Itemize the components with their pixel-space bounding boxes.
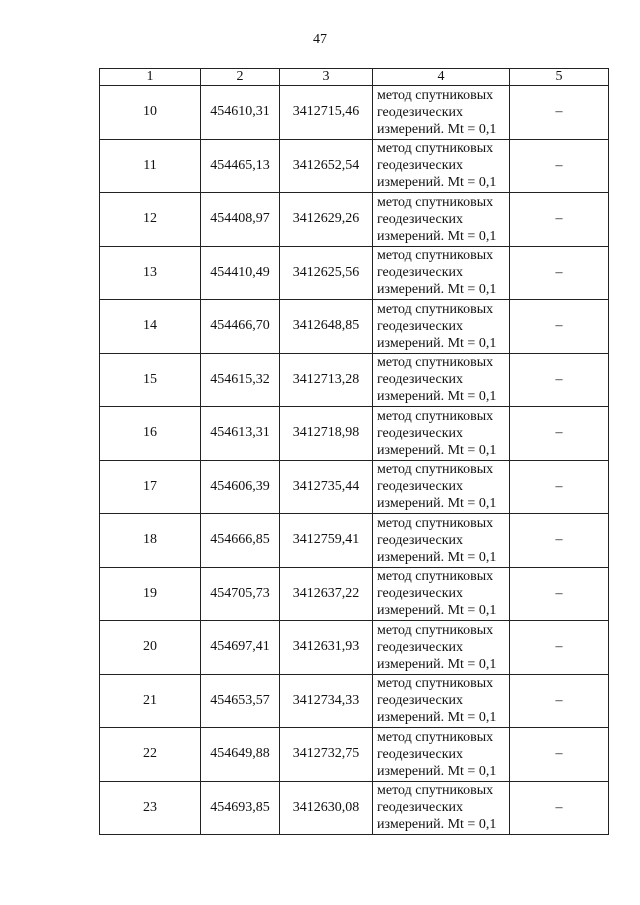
x-coordinate-cell: 454653,57 <box>201 674 280 728</box>
y-coordinate-cell: 3412715,46 <box>280 86 373 140</box>
x-coordinate-cell: 454606,39 <box>201 460 280 514</box>
point-number-cell: 18 <box>100 514 201 568</box>
y-coordinate-cell: 3412732,75 <box>280 728 373 782</box>
method-cell: метод спутниковых геодезических измерений. Mt = 0,1 <box>373 86 510 140</box>
table-row <box>100 674 609 728</box>
method-cell: метод спутниковых геодезических измерений. Mt = 0,1 <box>373 567 510 621</box>
method-cell: метод спутниковых геодезических измерений. Mt = 0,1 <box>373 514 510 568</box>
column-header: 2 <box>201 69 280 86</box>
table-row <box>100 567 609 621</box>
note-cell: – <box>510 460 609 514</box>
y-coordinate-cell: 3412735,44 <box>280 460 373 514</box>
column-header: 4 <box>373 69 510 86</box>
note-cell: – <box>510 781 609 835</box>
y-coordinate-cell: 3412713,28 <box>280 353 373 407</box>
point-number-cell: 11 <box>100 139 201 193</box>
method-cell: метод спутниковых геодезических измерений. Mt = 0,1 <box>373 353 510 407</box>
table-row <box>100 460 609 514</box>
y-coordinate-cell: 3412648,85 <box>280 300 373 354</box>
note-cell: – <box>510 567 609 621</box>
table-row <box>100 621 609 675</box>
table-header-row <box>100 69 609 86</box>
x-coordinate-cell: 454615,32 <box>201 353 280 407</box>
y-coordinate-cell: 3412630,08 <box>280 781 373 835</box>
y-coordinate-cell: 3412631,93 <box>280 621 373 675</box>
point-number-cell: 19 <box>100 567 201 621</box>
x-coordinate-cell: 454610,31 <box>201 86 280 140</box>
x-coordinate-cell: 454466,70 <box>201 300 280 354</box>
note-cell: – <box>510 353 609 407</box>
note-cell: – <box>510 86 609 140</box>
column-header: 3 <box>280 69 373 86</box>
table-row <box>100 728 609 782</box>
method-cell: метод спутниковых геодезических измерений. Mt = 0,1 <box>373 300 510 354</box>
x-coordinate-cell: 454649,88 <box>201 728 280 782</box>
point-number-cell: 23 <box>100 781 201 835</box>
column-header: 1 <box>100 69 201 86</box>
method-cell: метод спутниковых геодезических измерений. Mt = 0,1 <box>373 728 510 782</box>
table-row <box>100 246 609 300</box>
x-coordinate-cell: 454465,13 <box>201 139 280 193</box>
x-coordinate-cell: 454705,73 <box>201 567 280 621</box>
point-number-cell: 22 <box>100 728 201 782</box>
note-cell: – <box>510 674 609 728</box>
table-row <box>100 193 609 247</box>
method-cell: метод спутниковых геодезических измерений. Mt = 0,1 <box>373 193 510 247</box>
table-row <box>100 407 609 461</box>
y-coordinate-cell: 3412718,98 <box>280 407 373 461</box>
table-row <box>100 514 609 568</box>
table-body <box>100 86 609 835</box>
note-cell: – <box>510 193 609 247</box>
point-number-cell: 12 <box>100 193 201 247</box>
table-row <box>100 353 609 407</box>
point-number-cell: 14 <box>100 300 201 354</box>
method-cell: метод спутниковых геодезических измерений. Mt = 0,1 <box>373 621 510 675</box>
note-cell: – <box>510 246 609 300</box>
point-number-cell: 16 <box>100 407 201 461</box>
note-cell: – <box>510 300 609 354</box>
method-cell: метод спутниковых геодезических измерений. Mt = 0,1 <box>373 674 510 728</box>
table-row <box>100 300 609 354</box>
x-coordinate-cell: 454666,85 <box>201 514 280 568</box>
note-cell: – <box>510 514 609 568</box>
method-cell: метод спутниковых геодезических измерений. Mt = 0,1 <box>373 407 510 461</box>
method-cell: метод спутниковых геодезических измерений. Mt = 0,1 <box>373 139 510 193</box>
x-coordinate-cell: 454613,31 <box>201 407 280 461</box>
note-cell: – <box>510 728 609 782</box>
y-coordinate-cell: 3412759,41 <box>280 514 373 568</box>
page-number: 47 <box>313 32 327 47</box>
point-number-cell: 15 <box>100 353 201 407</box>
x-coordinate-cell: 454410,49 <box>201 246 280 300</box>
method-cell: метод спутниковых геодезических измерений. Mt = 0,1 <box>373 460 510 514</box>
y-coordinate-cell: 3412637,22 <box>280 567 373 621</box>
y-coordinate-cell: 3412734,33 <box>280 674 373 728</box>
column-header: 5 <box>510 69 609 86</box>
x-coordinate-cell: 454408,97 <box>201 193 280 247</box>
point-number-cell: 21 <box>100 674 201 728</box>
point-number-cell: 17 <box>100 460 201 514</box>
x-coordinate-cell: 454693,85 <box>201 781 280 835</box>
note-cell: – <box>510 621 609 675</box>
method-cell: метод спутниковых геодезических измерений. Mt = 0,1 <box>373 781 510 835</box>
table-row <box>100 781 609 835</box>
y-coordinate-cell: 3412629,26 <box>280 193 373 247</box>
note-cell: – <box>510 139 609 193</box>
method-cell: метод спутниковых геодезических измерений. Mt = 0,1 <box>373 246 510 300</box>
point-number-cell: 20 <box>100 621 201 675</box>
note-cell: – <box>510 407 609 461</box>
coordinates-table <box>99 68 609 835</box>
table-row <box>100 139 609 193</box>
point-number-cell: 13 <box>100 246 201 300</box>
point-number-cell: 10 <box>100 86 201 140</box>
y-coordinate-cell: 3412625,56 <box>280 246 373 300</box>
table-row <box>100 86 609 140</box>
y-coordinate-cell: 3412652,54 <box>280 139 373 193</box>
x-coordinate-cell: 454697,41 <box>201 621 280 675</box>
